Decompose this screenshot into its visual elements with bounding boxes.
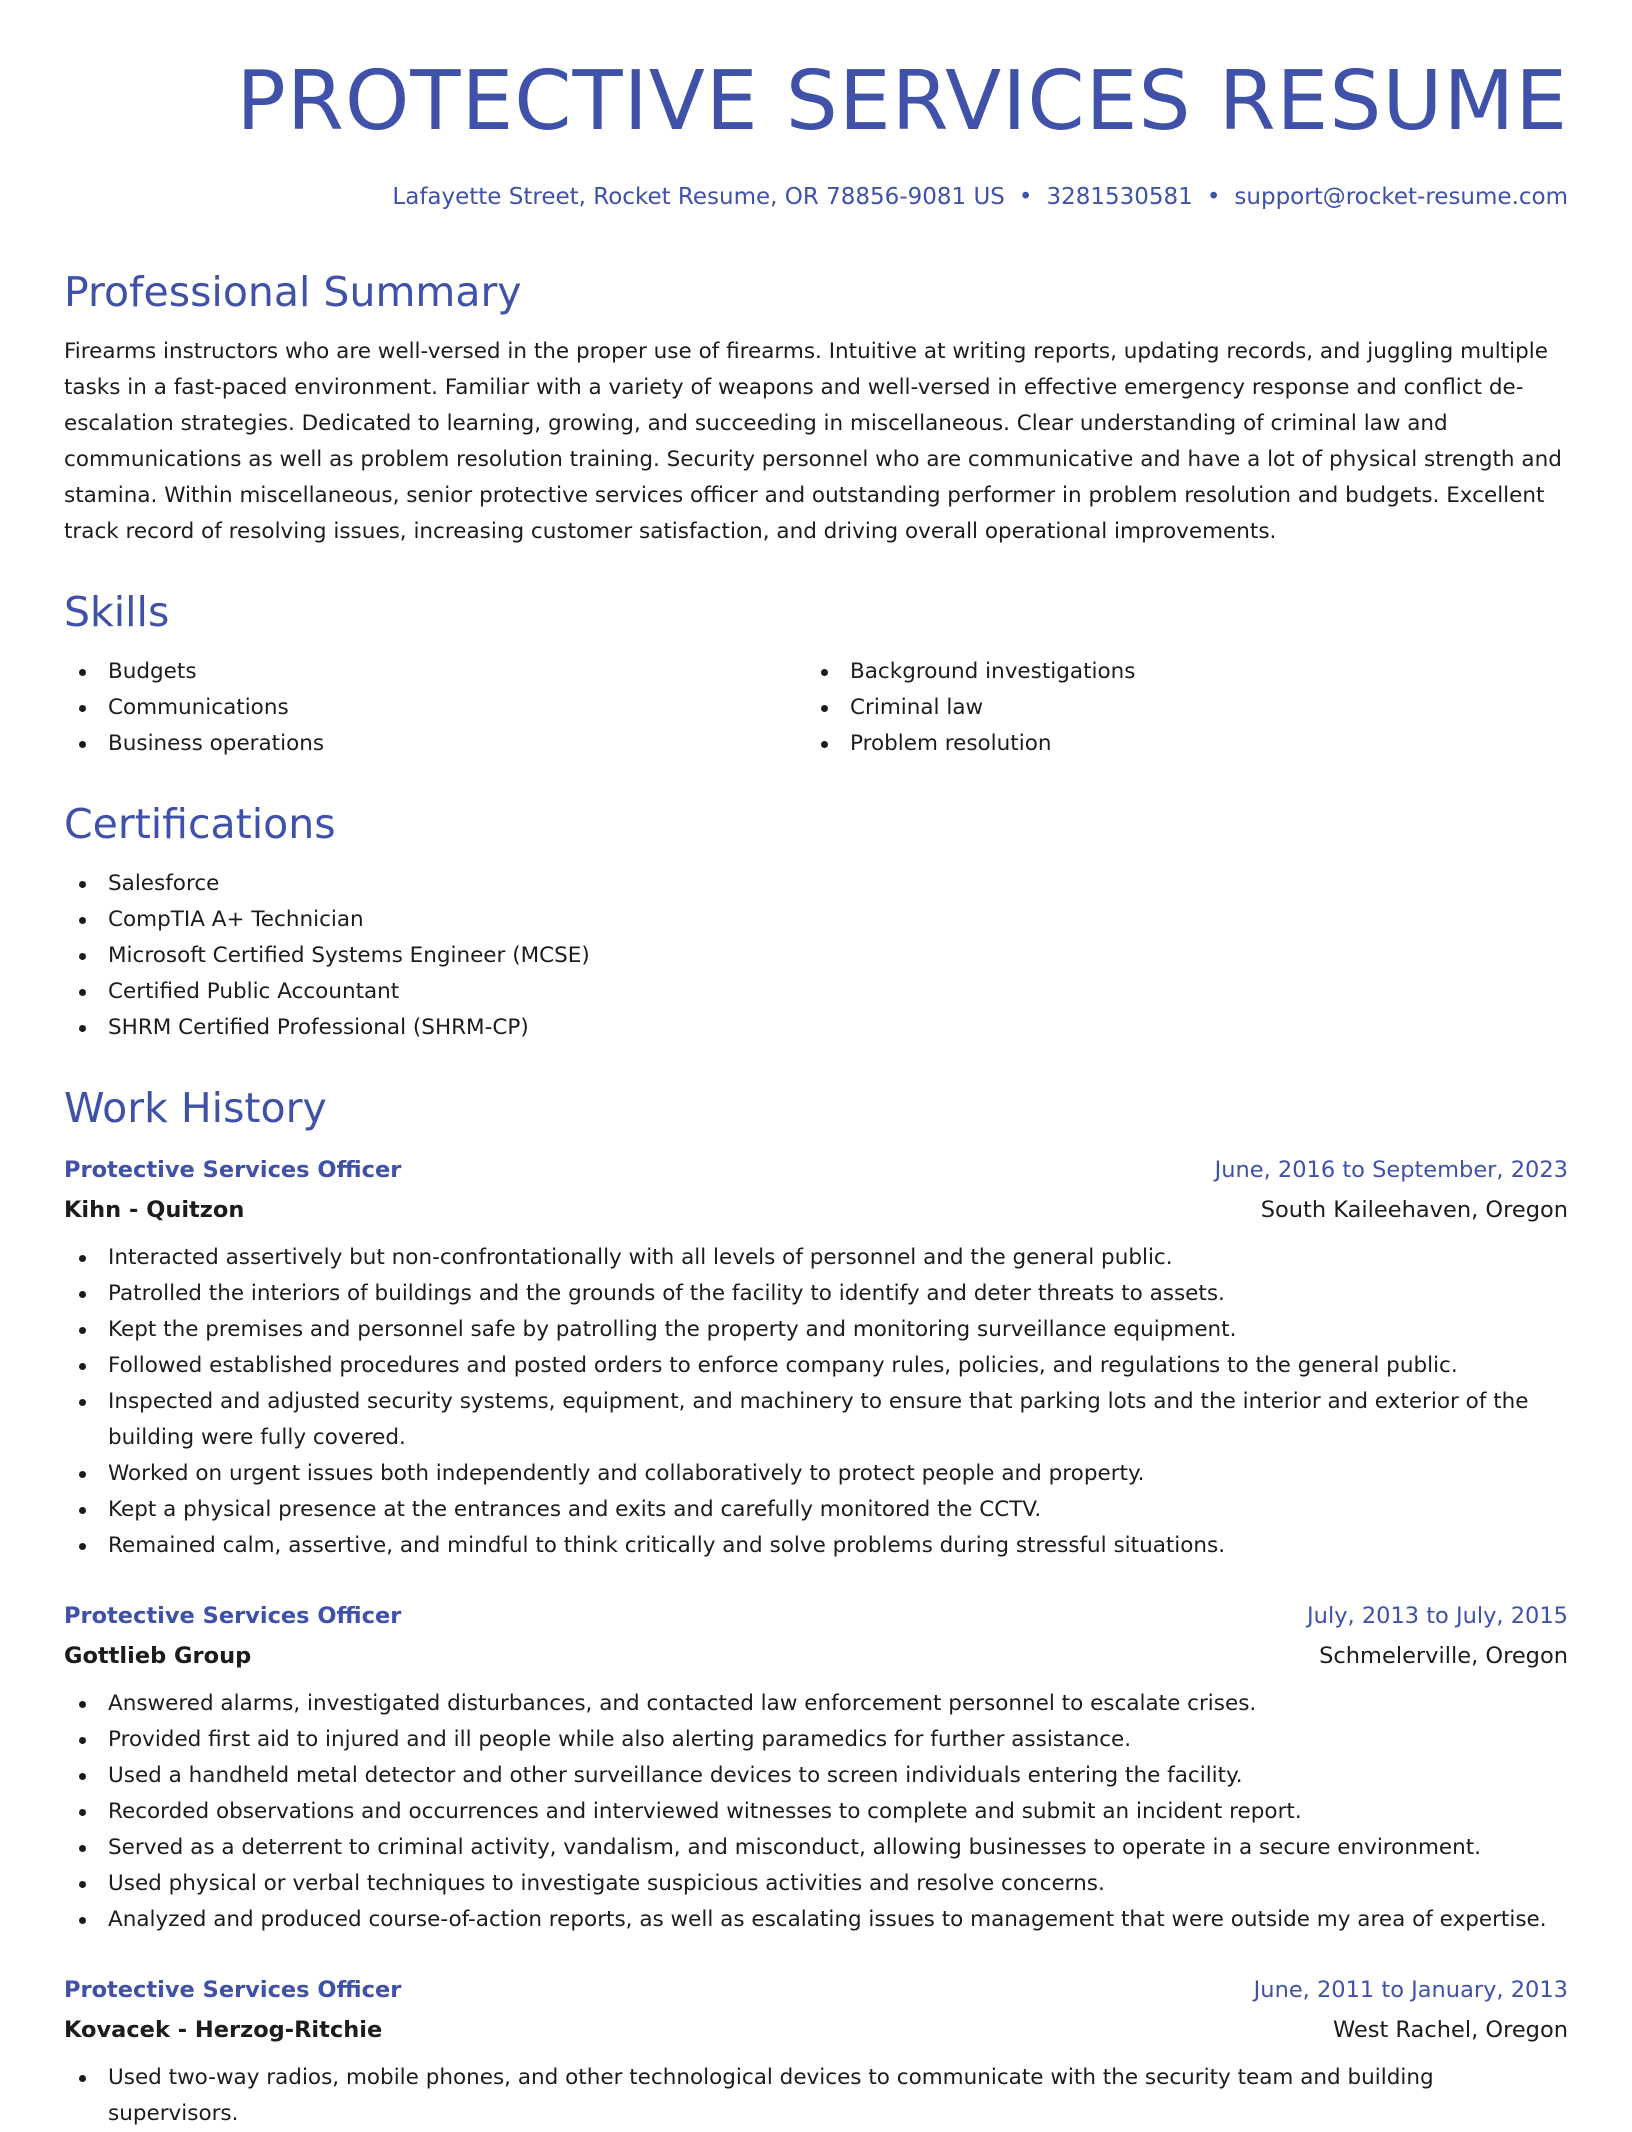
resume-header [64, 0, 1568, 214]
skill-item: Business operations [64, 726, 806, 762]
certification-item: SHRM Certified Professional (SHRM-CP) [64, 1010, 1568, 1046]
job-subheader [64, 2010, 1568, 2050]
job-location: West Rachel, Oregon [1332, 2017, 1568, 2043]
job-duty-item: Provided first aid to injured and ill people while also alerting paramedics for further assistance. [64, 1722, 1568, 1758]
skill-item: Background investigations [806, 654, 1548, 690]
job-duty-item: Worked on urgent issues both independently and collaboratively to protect people and property. [64, 1456, 1568, 1492]
job-subheader [64, 1190, 1568, 1230]
certifications-heading: Certifications [64, 800, 336, 848]
contact-email[interactable]: support@rocket-resume.com [1234, 184, 1568, 210]
certification-item: Certified Public Accountant [64, 974, 1568, 1010]
job-header [64, 1596, 1568, 1636]
certification-item: Salesforce [64, 866, 1568, 902]
resume-page [64, 0, 1568, 2132]
certification-item: Microsoft Certified Systems Engineer (MCSE) [64, 938, 1568, 974]
skill-item: Problem resolution [806, 726, 1548, 762]
job-duty-item: Patrolled the interiors of buildings and the grounds of the facility to identify and deter threats to assets. [64, 1276, 1568, 1312]
skills-grid [64, 654, 1568, 762]
job-duties-list [64, 1686, 1568, 1938]
job-header [64, 1150, 1568, 1190]
contact-separator: • [1206, 184, 1221, 210]
job-duty-item: Served as a deterrent to criminal activity, vandalism, and misconduct, allowing businesses to operate in a secure environment. [64, 1830, 1568, 1866]
summary-section [64, 264, 1568, 550]
job-title: Protective Services Officer [64, 1603, 402, 1629]
job-company: Gottlieb Group [64, 1643, 252, 1669]
contact-address: Lafayette Street, Rocket Resume, OR 78856-9081 US [392, 184, 1005, 210]
job-duty-item: Followed established procedures and posted orders to enforce company rules, policies, and regulations to the general public. [64, 1348, 1568, 1384]
job-title: Protective Services Officer [64, 1977, 402, 2003]
job-company: Kihn - Quitzon [64, 1197, 245, 1223]
job-company: Kovacek - Herzog-Ritchie [64, 2017, 383, 2043]
job-duty-item: Used a handheld metal detector and other surveillance devices to screen individuals entering the facility. [64, 1758, 1568, 1794]
job-location: Schmelerville, Oregon [1319, 1643, 1568, 1669]
job-dates: July, 2013 to July, 2015 [1307, 1603, 1568, 1629]
skills-heading: Skills [64, 588, 170, 636]
summary-heading: Professional Summary [64, 268, 522, 316]
skill-item: Budgets [64, 654, 806, 690]
skills-section [64, 584, 1568, 762]
job-location: South Kaileehaven, Oregon [1260, 1197, 1568, 1223]
work-history-heading: Work History [64, 1084, 327, 1132]
skill-item: Communications [64, 690, 806, 726]
job-entry [64, 1150, 1568, 1564]
job-entry [64, 1596, 1568, 1938]
skill-item: Criminal law [806, 690, 1548, 726]
job-duty-item: Recorded observations and occurrences and interviewed witnesses to complete and submit an incident report. [64, 1794, 1568, 1830]
skills-list-right [806, 654, 1548, 762]
certifications-list [64, 866, 1568, 1046]
summary-text: Firearms instructors who are well-versed in the proper use of firearms. Intuitive at writing reports, updating records, and juggling multiple tasks in a fast-paced environment. Familiar with a variety of weapons and well-versed in effective emergency response and conflict de-escalation strategies. Dedicated to learning, growing, and succeeding in miscellaneous. Clear understanding of criminal law and communications as well as problem resolution training. Security personnel who are communicative and have a lot of physical strength and stamina. Within miscellaneous, senior protective services officer and outstanding performer in problem resolution and budgets. Excellent track record of resolving issues, increasing customer satisfaction, and driving overall operational improvements. [64, 339, 1562, 544]
work-history-section [64, 1080, 1568, 2132]
job-duty-item: Used two-way radios, mobile phones, and other technological devices to communicate with the security team and building supervisors. [64, 2060, 1568, 2132]
certification-item: CompTIA A+ Technician [64, 902, 1568, 938]
certifications-section [64, 796, 1568, 1046]
resume-title: PROTECTIVE SERVICES RESUME [236, 54, 1568, 149]
job-header [64, 1970, 1568, 2010]
contact-line [64, 180, 1568, 214]
job-duty-item: Used physical or verbal techniques to investigate suspicious activities and resolve concerns. [64, 1866, 1568, 1902]
job-duties-list [64, 1240, 1568, 1564]
contact-separator: • [1018, 184, 1033, 210]
job-dates: June, 2011 to January, 2013 [1253, 1977, 1568, 2003]
job-subheader [64, 1636, 1568, 1676]
job-duty-item: Answered alarms, investigated disturbances, and contacted law enforcement personnel to escalate crises. [64, 1686, 1568, 1722]
job-title: Protective Services Officer [64, 1157, 402, 1183]
contact-phone: 3281530581 [1046, 184, 1193, 210]
job-dates: June, 2016 to September, 2023 [1214, 1157, 1568, 1183]
skills-list-left [64, 654, 806, 762]
job-duty-item: Kept the premises and personnel safe by patrolling the property and monitoring surveillance equipment. [64, 1312, 1568, 1348]
job-duty-item: Kept a physical presence at the entrances and exits and carefully monitored the CCTV. [64, 1492, 1568, 1528]
job-duty-item: Inspected and adjusted security systems, equipment, and machinery to ensure that parking lots and the interior and exterior of the building were fully covered. [64, 1384, 1568, 1456]
job-duty-item: Remained calm, assertive, and mindful to think critically and solve problems during stressful situations. [64, 1528, 1568, 1564]
job-duties-list [64, 2060, 1568, 2132]
job-duty-item: Analyzed and produced course-of-action reports, as well as escalating issues to management that were outside my area of expertise. [64, 1902, 1568, 1938]
job-entry [64, 1970, 1568, 2132]
job-duty-item: Interacted assertively but non-confrontationally with all levels of personnel and the general public. [64, 1240, 1568, 1276]
